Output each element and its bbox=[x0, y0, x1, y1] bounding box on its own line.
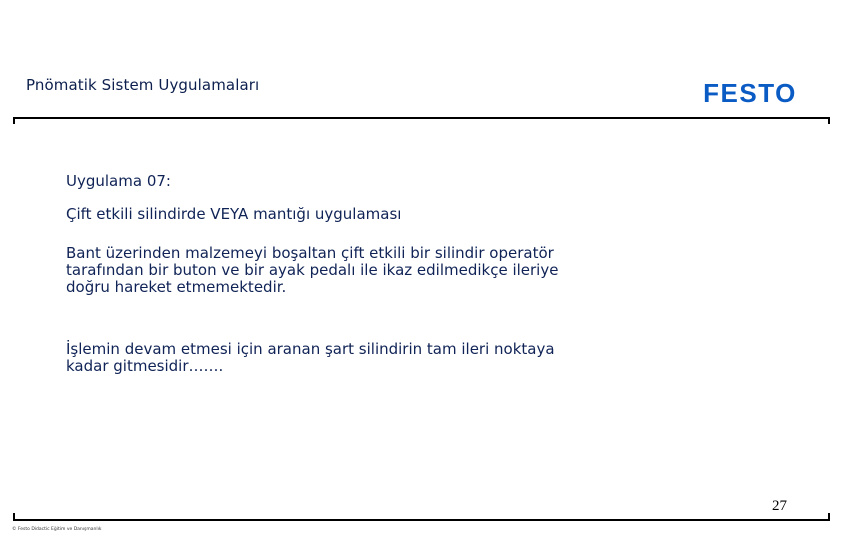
header-divider-left-tick bbox=[13, 117, 15, 124]
description-paragraph: Bant üzerinden malzemeyi boşaltan çift etkili bir silindir operatör tarafından bir buton ve bir ayak pedalı ile ikaz edilmedikçe ileriye doğru hareket etmemektedir. bbox=[66, 244, 559, 296]
page-header-title: Pnömatik Sistem Uygulamaları bbox=[26, 76, 260, 94]
header-divider-right-tick bbox=[828, 117, 830, 124]
footer-divider-left-tick bbox=[13, 513, 15, 520]
festo-logo bbox=[689, 80, 811, 106]
application-heading: Uygulama 07: bbox=[66, 172, 171, 190]
page-number: 27 bbox=[772, 498, 787, 514]
footer-divider bbox=[13, 519, 830, 521]
header-divider bbox=[13, 117, 830, 119]
footer-divider-right-tick bbox=[828, 513, 830, 520]
application-subtitle: Çift etkili silindirde VEYA mantığı uygulaması bbox=[66, 205, 402, 223]
footer-copyright: © Festo Didactic Eğitim ve Danışmanlık bbox=[12, 527, 102, 532]
condition-paragraph: İşlemin devam etmesi için aranan şart silindirin tam ileri noktaya kadar gitmesidir……. bbox=[66, 340, 555, 375]
festo-logo-text: FESTO bbox=[703, 80, 797, 106]
